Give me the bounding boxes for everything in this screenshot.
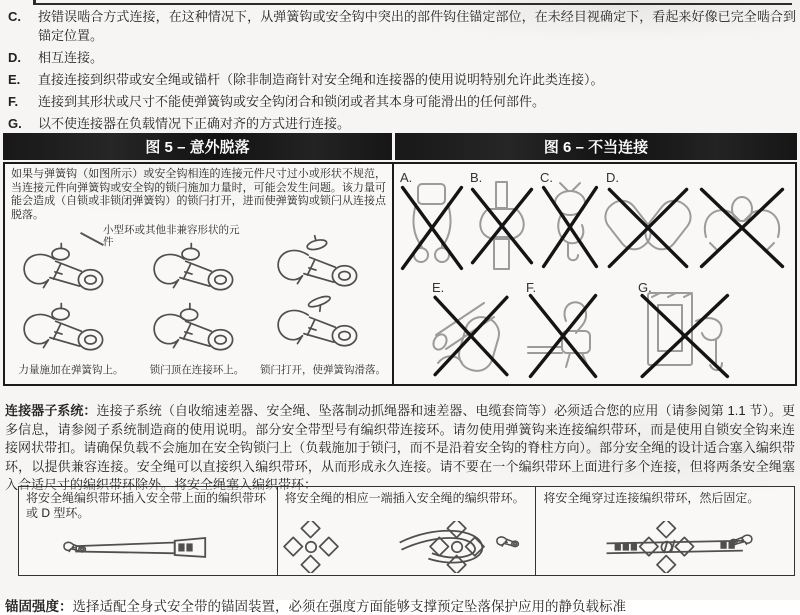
- x-mark-icon: [606, 180, 690, 274]
- lanyard-illustration-2: [282, 521, 532, 573]
- art-wrap: [432, 290, 510, 382]
- art-wrap: [698, 180, 786, 274]
- figure5-body-text: 如果与弹簧钩（如图所示）或安全钩相连的连接元件尺寸过小或形状不规范，当连接元件向弹簧钩或安全钩的锁闩施加力量时，可能会发生问题。该力量可能会造成（自锁或非锁闭弹簧钩）的锁闩打开，进而使弹簧钩或锁闩从连接点脱落。: [11, 168, 386, 221]
- item-letter: D.: [8, 50, 21, 65]
- list-item: [8, 92, 796, 111]
- figure6-panel: [392, 162, 797, 386]
- snap-hook-icon: [139, 242, 245, 299]
- art-wrap: [400, 180, 464, 274]
- warning-list: [8, 7, 796, 136]
- item-letter: G.: [8, 116, 22, 131]
- lanyard-illustration-3: [540, 521, 790, 573]
- x-mark-icon: [698, 180, 786, 274]
- item-letter: F.: [8, 94, 19, 109]
- cell-label: A.: [400, 170, 413, 185]
- cell-label: D.: [606, 170, 619, 185]
- item-text: 连接到其形状或尺寸不能使弹簧钩或安全钩闭合和锁闭或者其本身可能滑出的任何部件。: [38, 94, 546, 109]
- figure5-title: 图 5 – 意外脱落: [3, 133, 392, 160]
- step-cell-3: [536, 487, 794, 575]
- art-wrap: [638, 290, 742, 382]
- connector-body: 连接子系统（自收缩速差器、安全绳、坠落制动抓绳器和速差器、电缆套筒等）必须适合您的应用（请参阅第 1.1 节）。更多信息，请参阅子系统制造商的使用说明。部分安全带型号有编织带连接环。请勿使用弹簧钩来连接编织带环，而是使用自锁安全钩来连接网状带扣。请确保负载不会施加在安全钩锁闩上（负载施加于锁闩，而不是沿着安全钩的脊柱方向）。部分安全绳的设计适合塞入编织带环，以提供兼容连接。安全绳可以直接织入编织带环，从而形成永久连接。请不要在一个编织带环上面进行多个连接，但将两条安全绳塞入合适尺寸的编织带环除外。将安全绳塞入编织带环：: [5, 403, 795, 492]
- item-text: 以不使连接器在负载情况下正确对齐的方式进行连接。: [38, 116, 351, 131]
- lanyard-steps-table: [18, 486, 795, 576]
- step-text: 将安全绳穿过连接编织带环，然后固定。: [543, 491, 760, 505]
- x-mark-icon: [540, 180, 600, 274]
- improper-connection-cell-c: [540, 170, 600, 274]
- x-mark-icon: [400, 180, 464, 274]
- anchor-body: 选择适配全身式安全带的锚固装置，必须在强度方面能够支撑预定坠落保护应用的静负载标准: [72, 598, 626, 614]
- cell-label: C.: [540, 170, 553, 185]
- hook-caption: 力量施加在弹簧钩上。: [18, 364, 124, 376]
- x-mark-icon: [470, 180, 534, 274]
- improper-connection-cell-d: [606, 170, 786, 274]
- anchor-heading: 锚固强度：: [5, 598, 73, 614]
- list-item: [8, 48, 796, 67]
- improper-connection-cell-g: [638, 280, 742, 382]
- improper-connection-cell-e: [432, 280, 510, 382]
- item-text: 直接连接到织带或安全绳或锚杆（除非制造商针对安全绳和连接器的使用说明特别允许此类连接）。: [38, 72, 604, 87]
- art-wrap: [540, 180, 600, 274]
- snap-hook-released-icon: [263, 298, 369, 355]
- cutoff-box-border: [33, 0, 792, 5]
- improper-connection-cell-f: [526, 280, 600, 382]
- art-wrap: [470, 180, 534, 274]
- x-mark-icon: [638, 290, 742, 382]
- snap-hook-gate-pressed-icon: [139, 302, 245, 359]
- snap-hook-slipping-icon: [263, 238, 369, 295]
- cell-label: G.: [638, 280, 652, 295]
- list-item: [8, 114, 796, 133]
- art-wrap: [526, 290, 600, 382]
- step-cell-1: [19, 487, 278, 575]
- cell-label: B.: [470, 170, 483, 185]
- figure-boxes: [3, 162, 797, 386]
- figure6-title: 图 6 – 不当连接: [395, 133, 797, 160]
- item-letter: C.: [8, 9, 21, 24]
- hook-caption: 锁闩打开，使弹簧钩滑落。: [260, 364, 386, 376]
- snap-hook-icon: [9, 242, 115, 299]
- cell-label: F.: [526, 280, 537, 295]
- lanyard-illustration-1: [23, 521, 273, 573]
- snap-hook-icon: [9, 302, 115, 359]
- improper-connection-cell-b: [470, 170, 534, 274]
- connector-heading: 连接器子系统：: [5, 403, 97, 418]
- figure-headers: [3, 133, 797, 160]
- figure-panels: [3, 133, 797, 386]
- callout-label: 小型环或其他非兼容形状的元件: [103, 224, 240, 248]
- improper-connection-cell-a: [400, 170, 464, 274]
- step-text: 将安全绳编织带环插入安全带上面的编织带环或 D 型环。: [26, 491, 267, 520]
- anchor-strength-paragraph: [5, 598, 795, 615]
- x-mark-icon: [526, 290, 600, 382]
- list-item: [8, 7, 796, 45]
- hook-caption: 锁闩顶在连接环上。: [149, 364, 245, 376]
- item-letter: E.: [8, 72, 21, 87]
- step-text: 将安全绳的相应一端插入安全绳的编织带环。: [284, 491, 525, 505]
- figure5-panel: [3, 162, 394, 386]
- connector-subsystem-paragraph: [5, 402, 795, 495]
- list-item: [8, 70, 796, 89]
- item-text: 相互连接。: [38, 50, 104, 65]
- art-wrap: [606, 180, 690, 274]
- step-cell-2: [278, 487, 537, 575]
- figure5-illustrations: [5, 224, 392, 382]
- item-text: 按错误啮合方式连接，在这种情况下，从弹簧钩或安全钩中突出的部件钩住锚定部位，在未经目视确定下，看起来好像已完全啮合到锚定位置。: [38, 9, 796, 43]
- x-mark-icon: [432, 290, 510, 382]
- cell-label: E.: [432, 280, 445, 295]
